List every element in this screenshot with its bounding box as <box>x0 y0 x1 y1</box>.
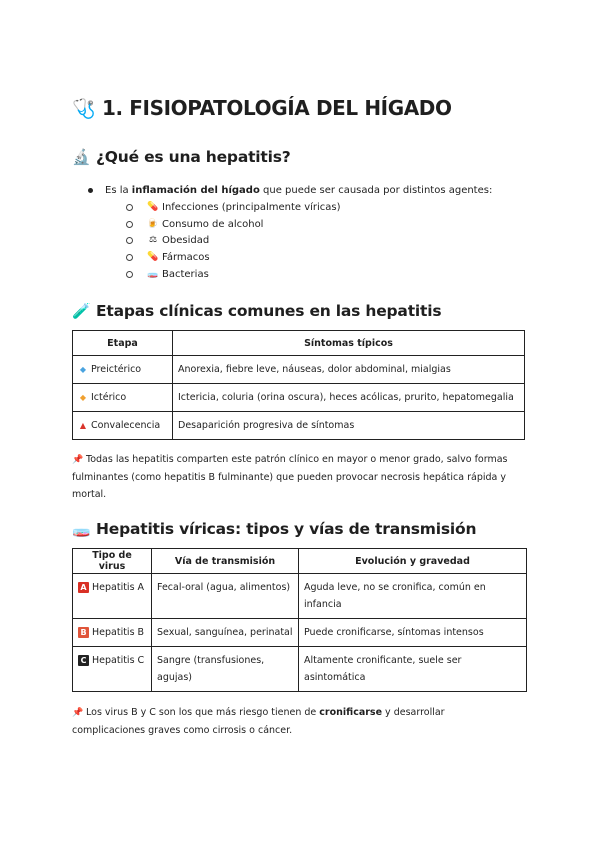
route-cell: Fecal-oral (agua, alimentos) <box>152 574 299 619</box>
table-header-row <box>73 331 525 356</box>
cause-text: Fármacos <box>162 251 210 263</box>
stage-cell: ▲ Convalecencia <box>73 412 173 440</box>
table-row <box>73 574 527 619</box>
bold-term: inflamación del hígado <box>131 185 260 196</box>
column-header: Tipo de virus <box>73 549 152 574</box>
pill-icon: 💊 <box>147 201 159 212</box>
letter-b-icon: B <box>78 627 89 638</box>
diamond-icon: ◆ <box>79 365 87 374</box>
cause-text: Consumo de alcohol <box>162 218 264 230</box>
bullet-circle <box>126 204 133 211</box>
pill-icon: 💊 <box>147 251 159 262</box>
note-text: Todas las hepatitis comparten este patrón clínico en mayor o menor grado, salvo formas fulminantes (como hepatitis B fulminante) que pueden provocar necrosis hepática rápida y mortal. <box>72 454 508 500</box>
stages-table <box>72 330 525 440</box>
bold-term: cronificarse <box>319 707 383 718</box>
section-heading-hepatitis <box>72 148 291 166</box>
section-heading-viral <box>72 520 476 538</box>
scale-icon: ⚖ <box>148 235 158 246</box>
column-header: Vía de transmisión <box>152 549 299 574</box>
pushpin-icon: 📌 <box>72 455 84 465</box>
viral-note: 📌 Los virus B y C son los que más riesgo tienen de cronificarse y desarrollar complicaciones graves como cirrosis o cáncer. <box>72 707 445 736</box>
cause-text: Bacterias <box>162 268 209 280</box>
cause-text: Obesidad <box>162 235 210 247</box>
list-item <box>126 216 492 233</box>
bullet-circle <box>126 254 133 261</box>
evolution-cell: Altamente cronificante, suele ser asintomática <box>299 647 527 692</box>
section-heading-text: Etapas clínicas comunes en las hepatitis <box>96 302 442 320</box>
petri-dish-icon: 🧫 <box>147 268 159 279</box>
table-row <box>73 412 525 440</box>
stethoscope-icon: 🩺 <box>72 97 96 120</box>
symptoms-cell: Ictericia, coluria (orina oscura), heces acólicas, prurito, hepatomegalia <box>173 384 525 412</box>
intro-text: Es la inflamación del hígado que puede ser causada por distintos agentes: <box>105 185 493 196</box>
table-row <box>73 384 525 412</box>
table-row <box>73 647 527 692</box>
page-title <box>72 96 452 120</box>
route-cell: Sexual, sanguínea, perinatal <box>152 619 299 647</box>
evolution-cell: Puede cronificarse, síntomas intensos <box>299 619 527 647</box>
virus-type-cell: C Hepatitis C <box>73 647 152 692</box>
letter-a-icon: A <box>78 582 89 593</box>
stage-cell: ◆ Ictérico <box>73 384 173 412</box>
causes-list <box>88 182 492 282</box>
symptoms-cell: Desaparición progresiva de síntomas <box>173 412 525 440</box>
list-item <box>126 266 492 283</box>
virus-type-cell: A Hepatitis A <box>73 574 152 619</box>
bullet-circle <box>126 237 133 244</box>
evolution-cell: Aguda leve, no se cronifica, común en infancia <box>299 574 527 619</box>
microscope-icon: 🔬 <box>72 148 91 166</box>
diamond-icon: ◆ <box>79 393 87 402</box>
section-heading-text: ¿Qué es una hepatitis? <box>96 148 291 166</box>
page-title-text: 1. FISIOPATOLOGÍA DEL HÍGADO <box>102 96 452 120</box>
cause-text: Infecciones (principalmente víricas) <box>162 201 341 213</box>
section-heading-stages <box>72 302 441 320</box>
list-item <box>126 249 492 266</box>
route-cell: Sangre (transfusiones, agujas) <box>152 647 299 692</box>
causes-sublist <box>126 199 492 282</box>
table-header-row <box>73 549 527 574</box>
pushpin-icon: 📌 <box>72 708 84 718</box>
list-item <box>126 199 492 216</box>
list-item <box>88 182 492 199</box>
letter-c-icon: C <box>78 655 89 666</box>
test-tube-icon: 🧪 <box>72 302 91 320</box>
column-header: Etapa <box>73 331 173 356</box>
viral-hepatitis-table <box>72 548 527 692</box>
triangle-icon: ▲ <box>79 421 87 430</box>
table-row <box>73 619 527 647</box>
column-header: Síntomas típicos <box>173 331 525 356</box>
virus-type-cell: B Hepatitis B <box>73 619 152 647</box>
bullet-dot <box>88 188 93 193</box>
bullet-circle <box>126 271 133 278</box>
beer-icon: 🍺 <box>147 218 159 229</box>
section-heading-text: Hepatitis víricas: tipos y vías de transmisión <box>96 520 477 538</box>
column-header: Evolución y gravedad <box>299 549 527 574</box>
petri-dish-icon: 🧫 <box>72 520 91 538</box>
symptoms-cell: Anorexia, fiebre leve, náuseas, dolor abdominal, mialgias <box>173 356 525 384</box>
list-item <box>126 232 492 249</box>
bullet-circle <box>126 221 133 228</box>
stage-cell: ◆ Preictérico <box>73 356 173 384</box>
stages-note <box>72 451 517 503</box>
table-row <box>73 356 525 384</box>
